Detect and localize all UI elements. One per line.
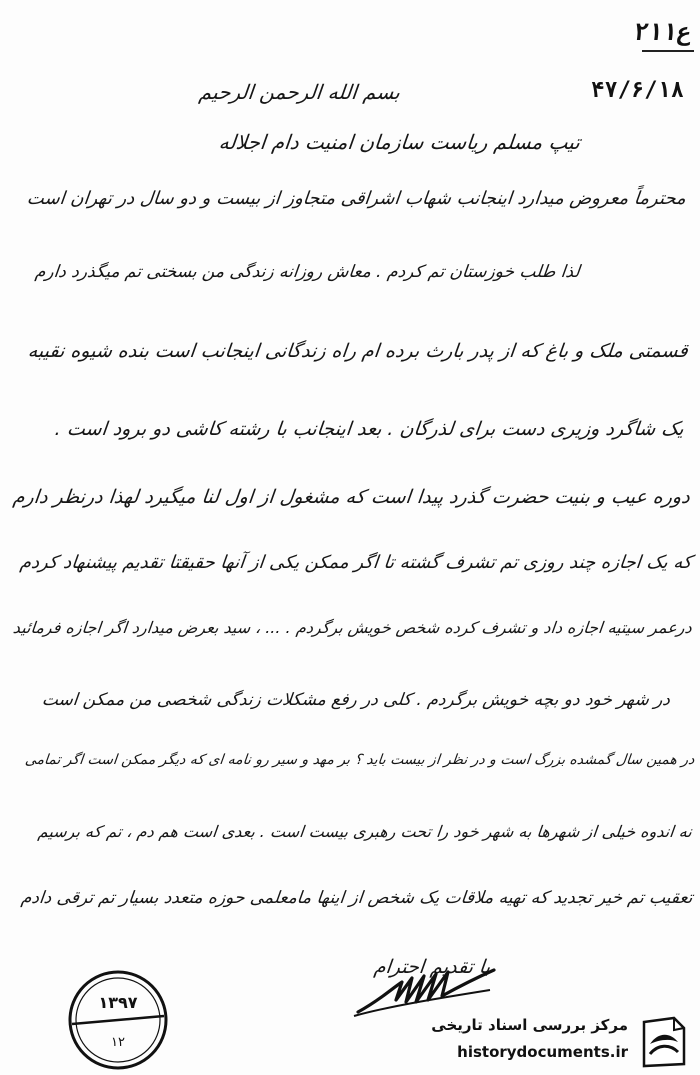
archive-watermark <box>388 1012 698 1072</box>
watermark-url: historydocuments.ir <box>457 1043 628 1061</box>
body-line-2: لذا طلب خوزستان تم کردم . معاش روزانه زندگی من بسختی تم میگذرد دارم <box>34 262 582 282</box>
closing-line: با تقدیم احترام <box>372 956 492 978</box>
archive-logo-icon <box>634 1014 692 1070</box>
svg-text:۱۳۹۷: ۱۳۹۷ <box>98 993 138 1012</box>
basmala-heading: بسم الله الرحمن الرحیم <box>197 80 402 104</box>
svg-text:۱۲: ۱۲ <box>111 1035 125 1050</box>
body-line-9: در همین سال گمشده بزرگ است و در نظر از بیست باید ؟ بر مهد و سیر رو نامه ای که دیگر ممکن است اگر تمامی <box>23 752 695 768</box>
body-line-5: دوره عیب و بنیت حضرت گذرد پیدا است که مشغول از اول لنا میگیرد لهذا درنظر دارم <box>12 486 692 508</box>
body-line-8: در شهر خود دو بچه خویش برگردم . کلی در رفع مشکلات زندگی شخصی من ممکن است <box>40 690 672 710</box>
reference-underline <box>642 50 694 52</box>
addressee-line: تیپ مسلم ریاست سازمان امنیت دام اجلاله <box>217 130 582 154</box>
body-line-11: تعقیب تم خیر تجدید که تهیه ملاقات یک شخص از اینها مامعلمی حوزه متعدد بسیار تم ترقی دادم <box>19 888 694 908</box>
body-line-3: قسمتی ملک و باغ که از پدر بارث برده ام راه زندگانی اینجانب است بنده شیوه نقیبه <box>27 340 690 362</box>
reference-number: ۲۱۱ع <box>632 18 694 46</box>
body-line-6: که یک اجازه چند روزی تم تشرف گشته تا اگر ممکن یکی از آنها حقیقتا تقدیم پیشنهاد کردم <box>19 552 694 573</box>
circular-stamp-icon <box>66 968 170 1072</box>
body-line-7: درعمر سیتیه اجازه داد و تشرف کرده شخص خویش برگردم . ... ، سید بعرض میدارد اگر اجازه فرمائید <box>12 618 693 637</box>
watermark-title: مرکز بررسی اسناد تاریخی <box>431 1016 628 1034</box>
document-date: ۴۷/۶/۱۸ <box>591 78 684 103</box>
body-line-10: نه اندوه خیلی از شهرها به شهر خود را تحت رهبری بیست است . بعدی است هم دم ، تم که برسیم <box>37 822 693 841</box>
body-line-1: محترماً معروض میدارد اینجانب شهاب اشراقی متجاوز از بیست و دو سال در تهران است <box>26 188 688 209</box>
body-line-4: یک شاگرد وزیری دست برای لذرگان . بعد اینجانب با رشته کاشی دو برود است . <box>54 418 686 440</box>
ink-signature-icon <box>350 960 500 1020</box>
